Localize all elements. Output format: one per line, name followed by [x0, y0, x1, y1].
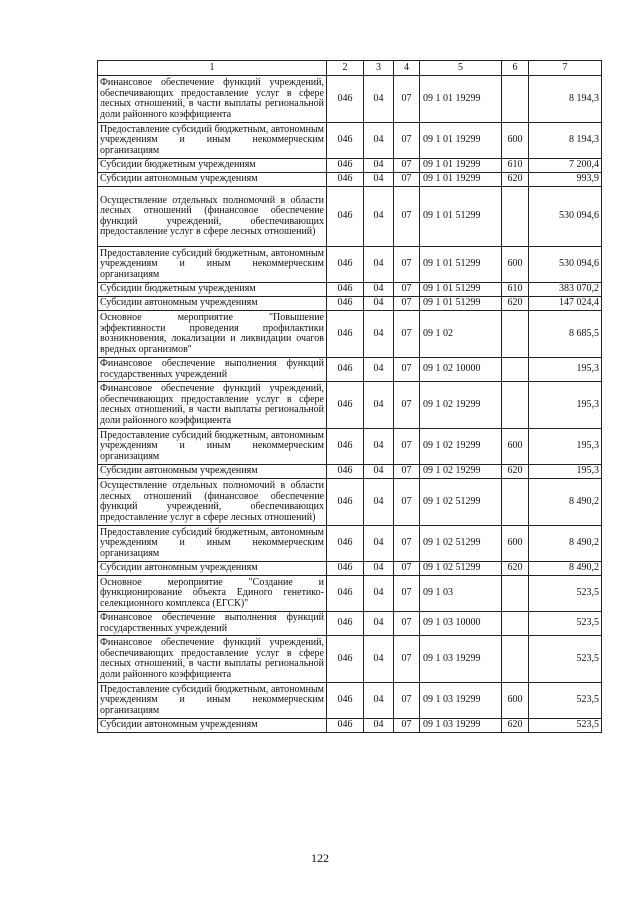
row-subsection-cell: 07: [394, 297, 420, 311]
row-admin-cell: 046: [327, 562, 364, 576]
row-code-cell: 09 1 01 19299: [420, 159, 502, 173]
row-subsection-cell: 07: [394, 683, 420, 719]
page-number: 122: [311, 851, 329, 865]
row-subsection-cell: 07: [394, 636, 420, 683]
row-amount-cell: 195,3: [529, 382, 602, 429]
row-admin-cell: 046: [327, 612, 364, 636]
row-subsection-cell: 07: [394, 465, 420, 479]
row-section-cell: 04: [364, 562, 394, 576]
row-type-cell: 620: [502, 173, 529, 187]
row-section-cell: 04: [364, 683, 394, 719]
row-name-cell: Финансовое обеспечение функций учреждений, обеспечивающих предоставление услуг в сфере лесных отношений, в части выплаты региональной доли районного коэффициента: [98, 382, 327, 429]
row-name-cell: Субсидии автономным учреждениям: [98, 562, 327, 576]
row-subsection-cell: 07: [394, 159, 420, 173]
row-code-cell: 09 1 02: [420, 311, 502, 358]
row-admin-cell: 046: [327, 297, 364, 311]
row-admin-cell: 046: [327, 187, 364, 247]
table-row: [98, 429, 602, 465]
row-subsection-cell: 07: [394, 612, 420, 636]
row-admin-cell: 046: [327, 283, 364, 297]
row-section-cell: 04: [364, 429, 394, 465]
row-admin-cell: 046: [327, 123, 364, 159]
row-code-cell: 09 1 01 19299: [420, 76, 502, 123]
row-amount-cell: 195,3: [529, 465, 602, 479]
row-section-cell: 04: [364, 636, 394, 683]
row-name-cell: Осуществление отдельных полномочий в области лесных отношений (финансовое обеспечение функций учреждений, обеспечивающих предоставление услуг в сфере лесных отношений): [98, 479, 327, 526]
row-code-cell: 09 1 01 19299: [420, 173, 502, 187]
row-code-cell: 09 1 01 19299: [420, 123, 502, 159]
column-header-7: 7: [529, 61, 602, 76]
row-amount-cell: 8 194,3: [529, 123, 602, 159]
row-name-cell: Субсидии бюджетным учреждениям: [98, 159, 327, 173]
column-header-3: 3: [364, 61, 394, 76]
row-subsection-cell: 07: [394, 247, 420, 283]
row-code-cell: 09 1 02 19299: [420, 429, 502, 465]
table-row: [98, 123, 602, 159]
row-amount-cell: 195,3: [529, 429, 602, 465]
row-type-cell: 600: [502, 683, 529, 719]
table-row: [98, 562, 602, 576]
row-section-cell: 04: [364, 283, 394, 297]
row-admin-cell: 046: [327, 311, 364, 358]
column-header-4: 4: [394, 61, 420, 76]
row-code-cell: 09 1 02 51299: [420, 479, 502, 526]
row-admin-cell: 046: [327, 479, 364, 526]
row-section-cell: 04: [364, 187, 394, 247]
row-subsection-cell: 07: [394, 358, 420, 382]
row-name-cell: Предоставление субсидий бюджетным, автономным учреждениям и иным некоммерческим организациям: [98, 429, 327, 465]
table-row: [98, 719, 602, 733]
row-subsection-cell: 07: [394, 123, 420, 159]
row-amount-cell: 523,5: [529, 636, 602, 683]
table-row: [98, 576, 602, 612]
table-row: [98, 76, 602, 123]
row-code-cell: 09 1 01 51299: [420, 297, 502, 311]
row-subsection-cell: 07: [394, 76, 420, 123]
row-name-cell: Субсидии автономным учреждениям: [98, 297, 327, 311]
row-admin-cell: 046: [327, 526, 364, 562]
row-amount-cell: 195,3: [529, 358, 602, 382]
table-row: [98, 526, 602, 562]
row-admin-cell: 046: [327, 247, 364, 283]
row-section-cell: 04: [364, 479, 394, 526]
row-amount-cell: 523,5: [529, 719, 602, 733]
row-type-cell: [502, 187, 529, 247]
row-code-cell: 09 1 02 51299: [420, 526, 502, 562]
row-subsection-cell: 07: [394, 526, 420, 562]
table-row: [98, 173, 602, 187]
row-subsection-cell: 07: [394, 576, 420, 612]
row-admin-cell: 046: [327, 429, 364, 465]
row-code-cell: 09 1 03 10000: [420, 612, 502, 636]
row-subsection-cell: 07: [394, 479, 420, 526]
row-section-cell: 04: [364, 247, 394, 283]
row-name-cell: Финансовое обеспечение функций учреждений, обеспечивающих предоставление услуг в сфере лесных отношений, в части выплаты региональной доли районного коэффициента: [98, 76, 327, 123]
row-admin-cell: 046: [327, 358, 364, 382]
table-row: [98, 159, 602, 173]
table-row: [98, 479, 602, 526]
row-subsection-cell: 07: [394, 429, 420, 465]
row-section-cell: 04: [364, 123, 394, 159]
row-section-cell: 04: [364, 526, 394, 562]
column-header-1: 1: [98, 61, 327, 76]
row-code-cell: 09 1 03 19299: [420, 719, 502, 733]
row-type-cell: [502, 479, 529, 526]
row-section-cell: 04: [364, 76, 394, 123]
row-amount-cell: 523,5: [529, 576, 602, 612]
row-amount-cell: 523,5: [529, 683, 602, 719]
row-name-cell: Предоставление субсидий бюджетным, автономным учреждениям и иным некоммерческим организациям: [98, 123, 327, 159]
row-amount-cell: 147 024,4: [529, 297, 602, 311]
row-type-cell: [502, 358, 529, 382]
row-type-cell: 620: [502, 562, 529, 576]
row-amount-cell: 523,5: [529, 612, 602, 636]
row-code-cell: 09 1 03 19299: [420, 683, 502, 719]
table-body: [98, 76, 602, 733]
row-section-cell: 04: [364, 465, 394, 479]
table-row: [98, 187, 602, 247]
row-code-cell: 09 1 02 19299: [420, 382, 502, 429]
row-subsection-cell: 07: [394, 719, 420, 733]
row-section-cell: 04: [364, 719, 394, 733]
row-amount-cell: 530 094,6: [529, 187, 602, 247]
row-code-cell: 09 1 03: [420, 576, 502, 612]
row-code-cell: 09 1 02 10000: [420, 358, 502, 382]
row-name-cell: Субсидии автономным учреждениям: [98, 719, 327, 733]
row-code-cell: 09 1 01 51299: [420, 187, 502, 247]
row-section-cell: 04: [364, 382, 394, 429]
row-name-cell: Предоставление субсидий бюджетным, автономным учреждениям и иным некоммерческим организациям: [98, 526, 327, 562]
row-type-cell: 600: [502, 123, 529, 159]
row-name-cell: Финансовое обеспечение выполнения функций государственных учреждений: [98, 358, 327, 382]
table-row: [98, 247, 602, 283]
table-row: [98, 297, 602, 311]
row-type-cell: [502, 311, 529, 358]
row-type-cell: 600: [502, 247, 529, 283]
row-section-cell: 04: [364, 173, 394, 187]
row-name-cell: Предоставление субсидий бюджетным, автономным учреждениям и иным некоммерческим организациям: [98, 247, 327, 283]
row-type-cell: [502, 382, 529, 429]
row-type-cell: 600: [502, 526, 529, 562]
row-admin-cell: 046: [327, 76, 364, 123]
row-code-cell: 09 1 01 51299: [420, 247, 502, 283]
table-row: [98, 612, 602, 636]
row-amount-cell: 8 685,5: [529, 311, 602, 358]
row-type-cell: 610: [502, 159, 529, 173]
row-amount-cell: 530 094,6: [529, 247, 602, 283]
row-code-cell: 09 1 02 51299: [420, 562, 502, 576]
row-section-cell: 04: [364, 159, 394, 173]
row-type-cell: [502, 76, 529, 123]
row-name-cell: Субсидии автономным учреждениям: [98, 465, 327, 479]
table-header-row: [98, 61, 602, 76]
row-section-cell: 04: [364, 612, 394, 636]
row-admin-cell: 046: [327, 382, 364, 429]
row-admin-cell: 046: [327, 636, 364, 683]
table-row: [98, 358, 602, 382]
row-amount-cell: 8 490,2: [529, 479, 602, 526]
row-admin-cell: 046: [327, 173, 364, 187]
row-admin-cell: 046: [327, 576, 364, 612]
row-type-cell: 620: [502, 297, 529, 311]
row-name-cell: Основное мероприятие "Создание и функционирование объекта Единого генетико-селекционного комплекса (ЕГСК)": [98, 576, 327, 612]
row-amount-cell: 8 490,2: [529, 562, 602, 576]
row-subsection-cell: 07: [394, 173, 420, 187]
row-type-cell: [502, 636, 529, 683]
row-name-cell: Субсидии автономным учреждениям: [98, 173, 327, 187]
row-subsection-cell: 07: [394, 382, 420, 429]
row-admin-cell: 046: [327, 465, 364, 479]
row-code-cell: 09 1 02 19299: [420, 465, 502, 479]
row-name-cell: Основное мероприятие "Повышение эффективности проведения профилактики возникновения, локализации и ликвидации очагов вредных организмов": [98, 311, 327, 358]
row-subsection-cell: 07: [394, 187, 420, 247]
row-code-cell: 09 1 03 19299: [420, 636, 502, 683]
row-name-cell: Предоставление субсидий бюджетным, автономным учреждениям и иным некоммерческим организациям: [98, 683, 327, 719]
row-section-cell: 04: [364, 358, 394, 382]
column-header-6: 6: [502, 61, 529, 76]
row-admin-cell: 046: [327, 719, 364, 733]
row-name-cell: Субсидии бюджетным учреждениям: [98, 283, 327, 297]
row-subsection-cell: 07: [394, 311, 420, 358]
row-amount-cell: 8 194,3: [529, 76, 602, 123]
row-subsection-cell: 07: [394, 562, 420, 576]
row-name-cell: Финансовое обеспечение выполнения функций государственных учреждений: [98, 612, 327, 636]
row-name-cell: Финансовое обеспечение функций учреждений, обеспечивающих предоставление услуг в сфере лесных отношений, в части выплаты региональной доли районного коэффициента: [98, 636, 327, 683]
table-row: [98, 636, 602, 683]
row-subsection-cell: 07: [394, 283, 420, 297]
row-type-cell: [502, 576, 529, 612]
table-row: [98, 311, 602, 358]
row-type-cell: 610: [502, 283, 529, 297]
table-row: [98, 683, 602, 719]
row-amount-cell: 8 490,2: [529, 526, 602, 562]
row-type-cell: 600: [502, 429, 529, 465]
table-row: [98, 382, 602, 429]
row-type-cell: 620: [502, 719, 529, 733]
row-amount-cell: 7 200,4: [529, 159, 602, 173]
row-code-cell: 09 1 01 51299: [420, 283, 502, 297]
row-section-cell: 04: [364, 297, 394, 311]
row-section-cell: 04: [364, 576, 394, 612]
column-header-2: 2: [327, 61, 364, 76]
table-row: [98, 465, 602, 479]
row-amount-cell: 383 070,2: [529, 283, 602, 297]
row-section-cell: 04: [364, 311, 394, 358]
budget-table: [97, 60, 602, 733]
row-amount-cell: 993,9: [529, 173, 602, 187]
row-name-cell: Осуществление отдельных полномочий в области лесных отношений (финансовое обеспечение функций учреждений, обеспечивающих предоставление услуг в сфере лесных отношений): [98, 187, 327, 247]
row-type-cell: [502, 612, 529, 636]
row-admin-cell: 046: [327, 683, 364, 719]
column-header-5: 5: [420, 61, 502, 76]
row-type-cell: 620: [502, 465, 529, 479]
row-admin-cell: 046: [327, 159, 364, 173]
table-row: [98, 283, 602, 297]
